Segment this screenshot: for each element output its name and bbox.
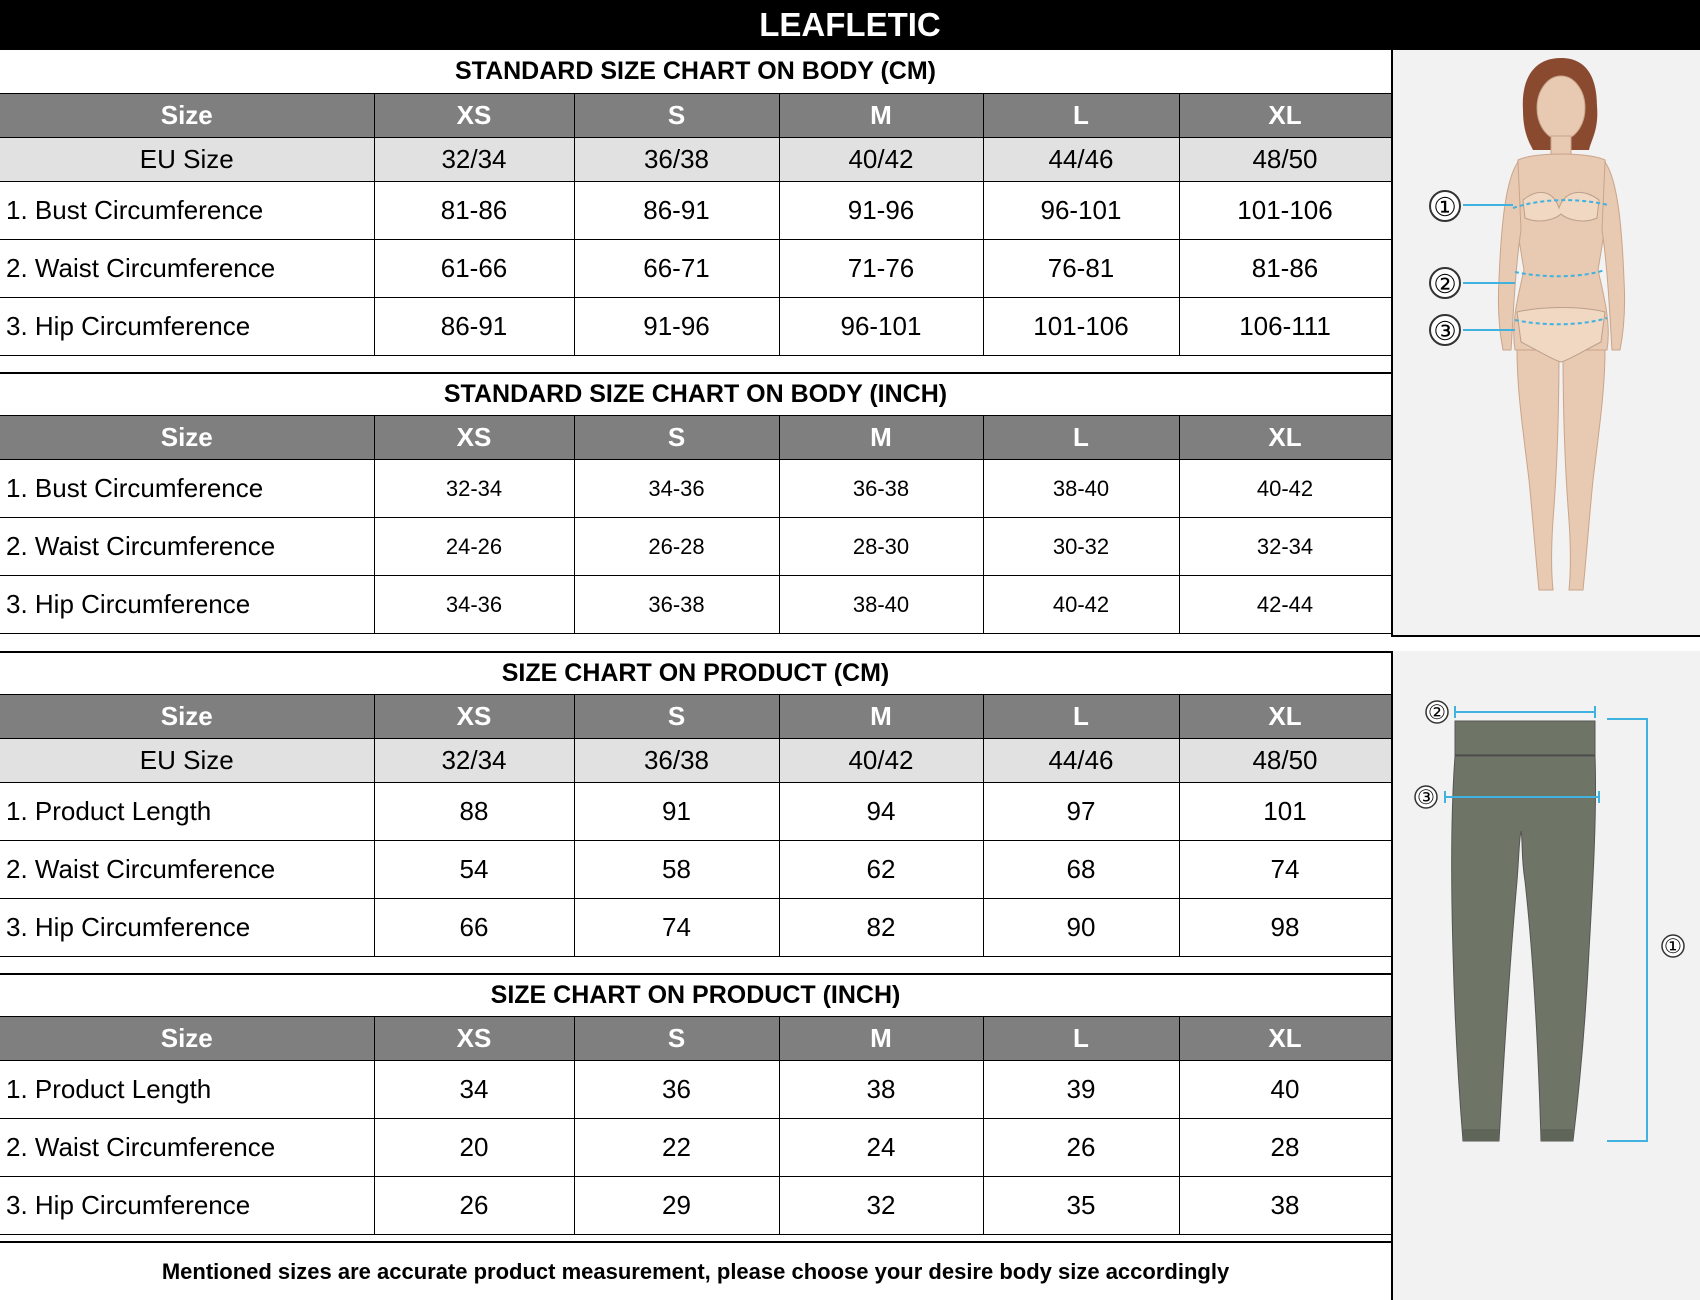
size-table-body-inch [0, 415, 1392, 634]
table-cell: 90 [983, 899, 1179, 957]
table-row [0, 182, 1391, 240]
brand-title: LEAFLETIC [0, 0, 1700, 50]
table-cell: 26-28 [574, 518, 779, 576]
table-cell: 74 [1179, 841, 1391, 899]
table-cell: 74 [574, 899, 779, 957]
header-row [0, 1017, 1391, 1061]
table-cell: 68 [983, 841, 1179, 899]
section-title: STANDARD SIZE CHART ON BODY (INCH) [0, 372, 1391, 415]
product-panel [1391, 651, 1700, 1300]
table-cell: 96-101 [779, 298, 983, 356]
table-cell: 38-40 [983, 460, 1179, 518]
table-cell: 36-38 [779, 460, 983, 518]
body-marker-waist: ② [1433, 269, 1457, 299]
body-model-panel [1391, 50, 1700, 637]
table-cell: 34-36 [574, 460, 779, 518]
eu-cell: 32/34 [374, 138, 574, 182]
legging-illustration [1393, 651, 1700, 1300]
table-cell: 32 [779, 1177, 983, 1235]
header-cell: L [983, 1017, 1179, 1061]
header-cell: S [574, 1017, 779, 1061]
table-cell: 29 [574, 1177, 779, 1235]
table-cell: 38 [779, 1061, 983, 1119]
table-cell: 35 [983, 1177, 1179, 1235]
row-label: 2. Waist Circumference [0, 1119, 374, 1177]
header-cell: XL [1179, 94, 1391, 138]
header-cell: M [779, 94, 983, 138]
table-cell: 40-42 [983, 576, 1179, 634]
table-cell: 61-66 [374, 240, 574, 298]
table-cell: 81-86 [374, 182, 574, 240]
header-cell: M [779, 416, 983, 460]
table-cell: 22 [574, 1119, 779, 1177]
table-cell: 24-26 [374, 518, 574, 576]
eu-cell: 44/46 [983, 138, 1179, 182]
eu-cell: 48/50 [1179, 739, 1391, 783]
table-cell: 38 [1179, 1177, 1391, 1235]
header-cell: M [779, 695, 983, 739]
row-label: 2. Waist Circumference [0, 841, 374, 899]
eu-cell: 40/42 [779, 138, 983, 182]
size-table-body-cm [0, 93, 1392, 356]
row-label: 3. Hip Circumference [0, 899, 374, 957]
table-row [0, 899, 1391, 957]
table-cell: 101-106 [1179, 182, 1391, 240]
eu-cell: 44/46 [983, 739, 1179, 783]
eu-cell: 36/38 [574, 138, 779, 182]
header-cell: XL [1179, 695, 1391, 739]
header-cell: XS [374, 1017, 574, 1061]
header-cell: Size [0, 94, 374, 138]
row-label: 3. Hip Circumference [0, 298, 374, 356]
row-label: 1. Bust Circumference [0, 460, 374, 518]
header-cell: XS [374, 695, 574, 739]
table-cell: 88 [374, 783, 574, 841]
table-cell: 36 [574, 1061, 779, 1119]
header-row [0, 94, 1391, 138]
table-cell: 54 [374, 841, 574, 899]
size-table-product-cm [0, 694, 1392, 957]
eu-cell: 36/38 [574, 739, 779, 783]
section-title: SIZE CHART ON PRODUCT (CM) [0, 651, 1391, 694]
row-label: 3. Hip Circumference [0, 576, 374, 634]
table-cell: 36-38 [574, 576, 779, 634]
row-label: 1. Product Length [0, 783, 374, 841]
table-cell: 94 [779, 783, 983, 841]
table-cell: 86-91 [574, 182, 779, 240]
header-cell: L [983, 94, 1179, 138]
table-cell: 30-32 [983, 518, 1179, 576]
footnote: Mentioned sizes are accurate product measurement, please choose your desire body size accordingly [0, 1241, 1391, 1300]
table-cell: 24 [779, 1119, 983, 1177]
table-cell: 34-36 [374, 576, 574, 634]
eu-size-row [0, 138, 1391, 182]
table-row [0, 841, 1391, 899]
table-cell: 82 [779, 899, 983, 957]
table-cell: 20 [374, 1119, 574, 1177]
header-cell: S [574, 94, 779, 138]
header-cell: M [779, 1017, 983, 1061]
table-cell: 39 [983, 1061, 1179, 1119]
size-table-product-inch [0, 1016, 1392, 1235]
table-cell: 91 [574, 783, 779, 841]
body-marker-bust: ① [1433, 192, 1457, 222]
table-cell: 96-101 [983, 182, 1179, 240]
header-row [0, 695, 1391, 739]
table-cell: 81-86 [1179, 240, 1391, 298]
row-label: 2. Waist Circumference [0, 518, 374, 576]
header-row [0, 416, 1391, 460]
table-cell: 28 [1179, 1119, 1391, 1177]
header-cell: L [983, 695, 1179, 739]
table-row [0, 1061, 1391, 1119]
eu-cell: 40/42 [779, 739, 983, 783]
table-row [0, 1119, 1391, 1177]
table-cell: 106-111 [1179, 298, 1391, 356]
header-cell: S [574, 695, 779, 739]
header-cell: Size [0, 416, 374, 460]
eu-cell: EU Size [0, 739, 374, 783]
product-inch-section [0, 973, 1391, 1235]
table-cell: 86-91 [374, 298, 574, 356]
body-model-illustration [1393, 50, 1700, 635]
header-cell: XS [374, 416, 574, 460]
row-label: 2. Waist Circumference [0, 240, 374, 298]
table-row [0, 298, 1391, 356]
table-cell: 71-76 [779, 240, 983, 298]
header-cell: S [574, 416, 779, 460]
table-cell: 26 [983, 1119, 1179, 1177]
table-cell: 32-34 [1179, 518, 1391, 576]
eu-cell: 48/50 [1179, 138, 1391, 182]
table-cell: 26 [374, 1177, 574, 1235]
table-row [0, 576, 1391, 634]
body-cm-section [0, 50, 1391, 356]
table-cell: 32-34 [374, 460, 574, 518]
table-cell: 40 [1179, 1061, 1391, 1119]
section-title: STANDARD SIZE CHART ON BODY (CM) [0, 50, 1391, 93]
header-cell: Size [0, 695, 374, 739]
table-cell: 40-42 [1179, 460, 1391, 518]
product-marker-waist: ② [1428, 702, 1446, 724]
body-marker-hip: ③ [1433, 316, 1457, 346]
table-cell: 28-30 [779, 518, 983, 576]
product-cm-section [0, 651, 1391, 957]
section-title: SIZE CHART ON PRODUCT (INCH) [0, 973, 1391, 1016]
header-cell: XL [1179, 416, 1391, 460]
table-cell: 42-44 [1179, 576, 1391, 634]
header-cell: XL [1179, 1017, 1391, 1061]
table-cell: 98 [1179, 899, 1391, 957]
product-marker-hip: ③ [1417, 787, 1435, 809]
table-cell: 101 [1179, 783, 1391, 841]
table-row [0, 1177, 1391, 1235]
row-label: 3. Hip Circumference [0, 1177, 374, 1235]
table-cell: 66 [374, 899, 574, 957]
table-cell: 97 [983, 783, 1179, 841]
header-cell: XS [374, 94, 574, 138]
header-cell: Size [0, 1017, 374, 1061]
product-marker-length: ① [1664, 936, 1682, 958]
table-cell: 38-40 [779, 576, 983, 634]
row-label: 1. Product Length [0, 1061, 374, 1119]
table-cell: 91-96 [574, 298, 779, 356]
table-row [0, 518, 1391, 576]
eu-cell: 32/34 [374, 739, 574, 783]
table-cell: 91-96 [779, 182, 983, 240]
table-row [0, 240, 1391, 298]
eu-cell: EU Size [0, 138, 374, 182]
table-row [0, 460, 1391, 518]
body-inch-section [0, 372, 1391, 634]
table-cell: 34 [374, 1061, 574, 1119]
table-row [0, 783, 1391, 841]
table-cell: 76-81 [983, 240, 1179, 298]
table-cell: 62 [779, 841, 983, 899]
table-cell: 66-71 [574, 240, 779, 298]
row-label: 1. Bust Circumference [0, 182, 374, 240]
table-cell: 58 [574, 841, 779, 899]
table-cell: 101-106 [983, 298, 1179, 356]
eu-size-row [0, 739, 1391, 783]
header-cell: L [983, 416, 1179, 460]
